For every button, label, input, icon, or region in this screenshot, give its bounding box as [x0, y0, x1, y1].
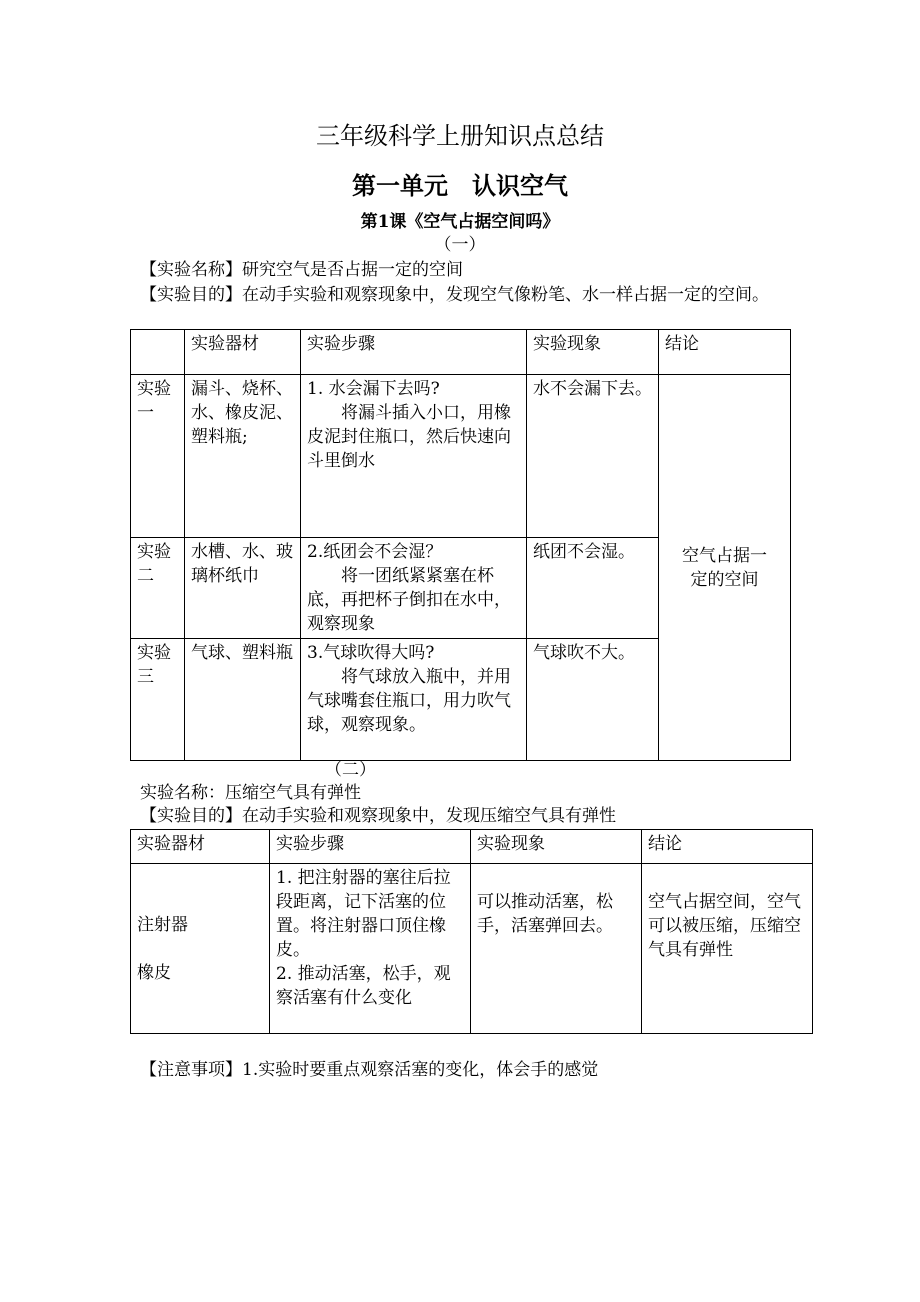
experiment-2-materials: 水槽、水、玻璃杯纸巾 — [185, 538, 301, 639]
section2-name-line: 实验名称：压缩空气具有弹性 — [140, 783, 361, 803]
section1-purpose-line: 【实验目的】在动手实验和观察现象中，发现空气像粉笔、水一样占据一定的空间。 — [140, 285, 769, 305]
section1-marker: （一） — [434, 235, 486, 255]
table2-step-1: 1. 把注射器的塞往后拉段距离，记下活塞的位置。将注射器口顶住橡皮。 — [276, 868, 451, 960]
experiment-1-steps — [301, 375, 527, 538]
experiment-2-step-title: 2.纸团会不会湿？ — [307, 542, 443, 562]
experiment-1-step-body: 将漏斗插入小口，用橡皮泥封住瓶口，然后快速向斗里倒水 — [307, 403, 511, 471]
table1-row-experiment-1 — [131, 375, 791, 538]
table2-steps — [270, 864, 471, 1034]
experiment-2-steps — [301, 538, 527, 639]
experiment-table-2 — [130, 829, 813, 1034]
table2-header-conclusion: 结论 — [642, 830, 813, 864]
table2-header-steps: 实验步骤 — [270, 830, 471, 864]
section1-name-line: 【实验名称】研究空气是否占据一定的空间 — [140, 260, 463, 280]
experiment-3-materials: 气球、塑料瓶 — [185, 639, 301, 761]
table1-header-conclusion: 结论 — [659, 330, 791, 375]
table1-header-materials: 实验器材 — [185, 330, 301, 375]
table2-step-2: 2. 推动活塞，松手，观察活塞有什么变化 — [276, 964, 451, 1008]
experiment-1-step-title: 1. 水会漏下去吗? — [307, 379, 440, 399]
table1-header-steps: 实验步骤 — [301, 330, 527, 375]
experiment-3-label: 实验三 — [131, 639, 185, 761]
note-line: 【注意事项】1.实验时要重点观察活塞的变化，体会手的感觉 — [140, 1060, 599, 1080]
table2-material-syringe: 注射器 — [137, 914, 188, 935]
experiment-3-phenomenon: 气球吹不大。 — [527, 639, 659, 761]
experiment-2-label: 实验二 — [131, 538, 185, 639]
experiment-3-step-title: 3.气球吹得大吗? — [307, 643, 435, 663]
section2-marker: （二） — [325, 760, 376, 780]
table1-conclusion: 空气占据一定的空间 — [659, 375, 791, 761]
experiment-1-materials: 漏斗、烧杯、水、橡皮泥、塑料瓶; — [185, 375, 301, 538]
experiment-2-step-body: 将一团纸紧紧塞在杯底，再把杯子倒扣在水中，观察现象 — [307, 566, 511, 634]
table2-materials — [131, 864, 270, 1034]
experiment-1-label: 实验一 — [131, 375, 185, 538]
section2-purpose-line: 【实验目的】在动手实验和观察现象中，发现压缩空气具有弹性 — [140, 806, 616, 826]
table2-phenomenon: 可以推动活塞，松手，活塞弹回去。 — [471, 864, 642, 1034]
unit-title: 第一单元 认识空气 — [352, 171, 568, 200]
experiment-2-phenomenon: 纸团不会湿。 — [527, 538, 659, 639]
table2-header-materials: 实验器材 — [131, 830, 270, 864]
experiment-3-steps — [301, 639, 527, 761]
table1-header-blank — [131, 330, 185, 375]
table2-conclusion: 空气占据空间，空气可以被压缩，压缩空气具有弹性 — [642, 864, 813, 1034]
experiment-1-phenomenon: 水不会漏下去。 — [527, 375, 659, 538]
experiment-table-1 — [130, 329, 791, 761]
table2-row — [131, 864, 813, 1034]
lesson-title: 第1课《空气占据空间吗》 — [360, 212, 560, 232]
document-title: 三年级科学上册知识点总结 — [316, 122, 604, 150]
table2-material-eraser: 橡皮 — [137, 962, 171, 983]
table1-header-phenomenon: 实验现象 — [527, 330, 659, 375]
experiment-3-step-body: 将气球放入瓶中，并用气球嘴套住瓶口，用力吹气球，观察现象。 — [307, 667, 511, 735]
table2-header-phenomenon: 实验现象 — [471, 830, 642, 864]
